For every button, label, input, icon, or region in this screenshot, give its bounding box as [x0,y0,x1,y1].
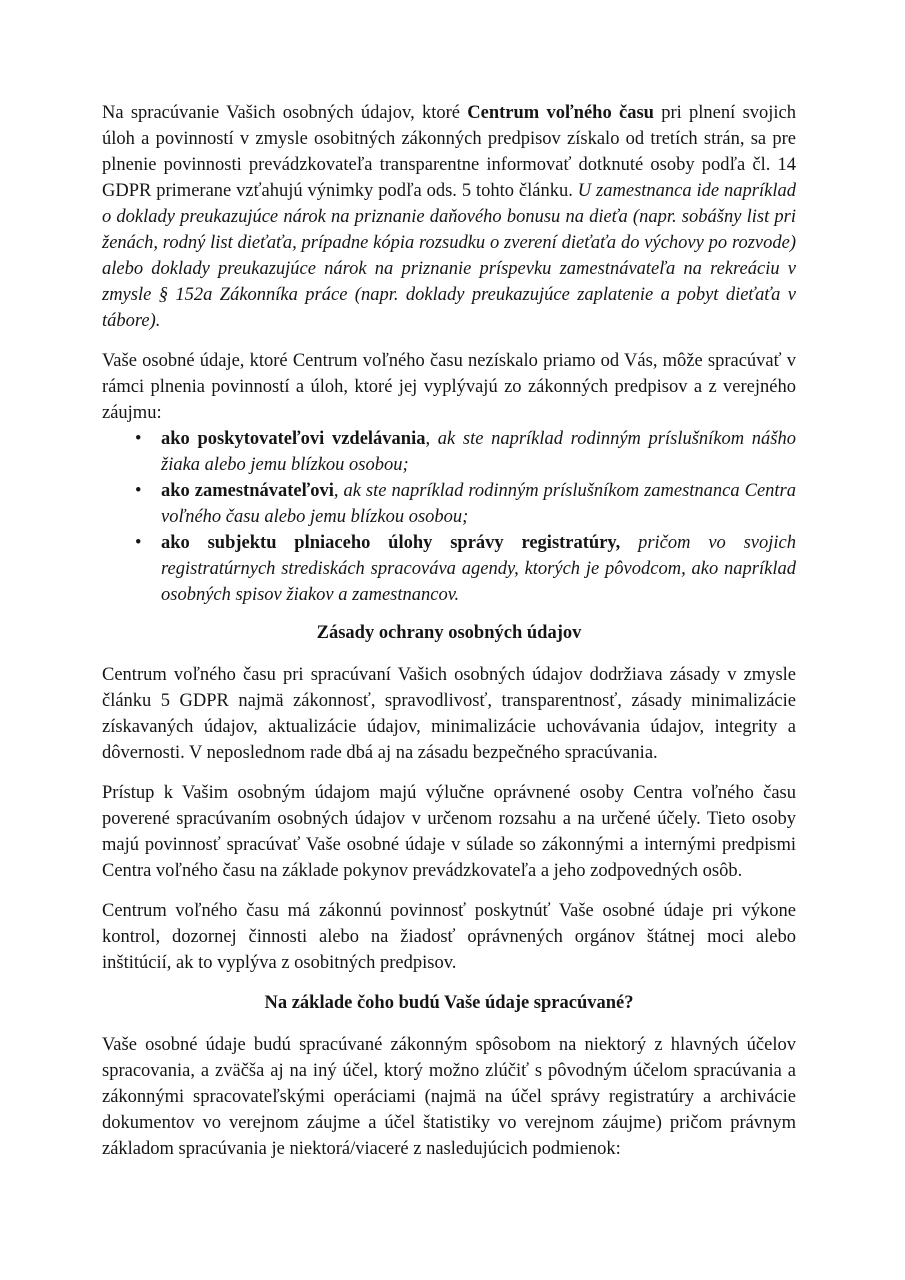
text-run: , [333,481,344,501]
text-run: ako subjektu plniaceho úlohy správy registratúry, [161,533,639,553]
bullet-item [102,426,796,478]
bullet-item [102,530,796,608]
text-run: ak ste napríklad rodinným príslušníkom zamestnanca Centra voľného času alebo jemu blízkou osobou; [161,481,796,527]
text-run: , [425,429,438,449]
text-run: ako zamestnávateľovi [161,481,334,501]
bullet-marker-icon: • [135,533,142,553]
paragraph [102,100,796,334]
text-run: Na základe čoho budú Vaše údaje spracúvané? [264,993,634,1013]
text-run: U zamestnanca ide napríklad o doklady preukazujúce nárok na priznanie daňového bonusu na dieťa (napr. sobášny list pri ženách, rodný list dieťaťa, prípadne kópia rozsudku o zverení dieťaťa do výchovy po rozvode) alebo doklady preukazujúce nárok na priznanie príspevku zamestnávateľa na rekreáciu v zmysle § 152a Zákonníka práce (napr. doklady preukazujúce zaplatenie a pobyt dieťaťa v tábore). [102,181,796,331]
paragraph [102,780,796,884]
paragraph [102,1032,796,1162]
text-run: ako poskytovateľovi vzdelávania [161,429,426,449]
bullet-marker-icon: • [135,481,142,501]
bullet-item [102,478,796,530]
text-run: Prístup k Vašim osobným údajom majú výlučne oprávnené osoby Centra voľného času poverené spracúvaním osobných údajov v určenom rozsahu a na určené účely. Tieto osoby majú povinnosť spracúvať Vaše osobné údaje v súlade so zákonnými a internými predpismi Centra voľného času na základe pokynov prevádzkovateľa a jeho zodpovedných osôb. [102,783,796,881]
text-run: Zásady ochrany osobných údajov [316,623,582,643]
text-run: pričom vo svojich registratúrnych strediskách spracováva agendy, ktorých je pôvodcom, ako napríklad osobných spisov žiakov a zamestnancov. [161,533,796,605]
paragraph [102,898,796,976]
paragraph [102,348,796,426]
text-run: Na spracúvanie Vašich osobných údajov, ktoré [102,103,468,123]
text-run: Centrum voľného času má zákonnú povinnosť poskytnúť Vaše osobné údaje pri výkone kontrol, dozornej činnosti alebo na žiadosť oprávnených orgánov štátnej moci alebo inštitúcií, ak to vyplýva z osobitných predpisov. [102,901,796,973]
paragraph [102,662,796,766]
bullet-marker-icon: • [135,429,142,449]
text-run: ak ste napríklad rodinným príslušníkom nášho žiaka alebo jemu blízkou osobou; [161,429,796,475]
text-run: Centrum voľného času [467,103,654,123]
section-heading [102,620,796,646]
document-content [102,100,796,1176]
text-run: pri plnení svojich úloh a povinností v zmysle osobitných zákonných predpisov získalo od tretích strán, sa pre plnenie povinnosti prevádzkovateľa transparentne informovať dotknuté osoby podľa čl. 14 GDPR primerane vzťahujú výnimky podľa ods. 5 tohto článku. [102,103,797,201]
text-run: Vaše osobné údaje, ktoré Centrum voľného času nezískalo priamo od Vás, môže spracúvať v rámci plnenia povinností a úloh, ktoré jej vyplývajú zo zákonných predpisov a z verejného záujmu: [102,351,796,423]
text-run: Vaše osobné údaje budú spracúvané zákonným spôsobom na niektorý z hlavných účelov spracovania, a zväčša aj na iný účel, ktorý možno zlúčiť s pôvodným účelom spracúvania a zákonnými spracovateľskými operáciami (najmä na účel správy registratúry a archivácie dokumentov vo verejnom záujme a účel štatistiky vo verejnom záujme) pričom právnym základom spracúvania je niektorá/viaceré z nasledujúcich podmienok: [102,1035,796,1159]
text-run: Centrum voľného času pri spracúvaní Vašich osobných údajov dodržiava zásady v zmysle článku 5 GDPR najmä zákonnosť, spravodlivosť, transparentnosť, zásady minimalizácie získavaných údajov, aktualizácie údajov, minimalizácie uchovávania údajov, integrity a dôvernosti. V neposlednom rade dbá aj na zásadu bezpečného spracúvania. [102,665,796,763]
section-heading [102,990,796,1016]
